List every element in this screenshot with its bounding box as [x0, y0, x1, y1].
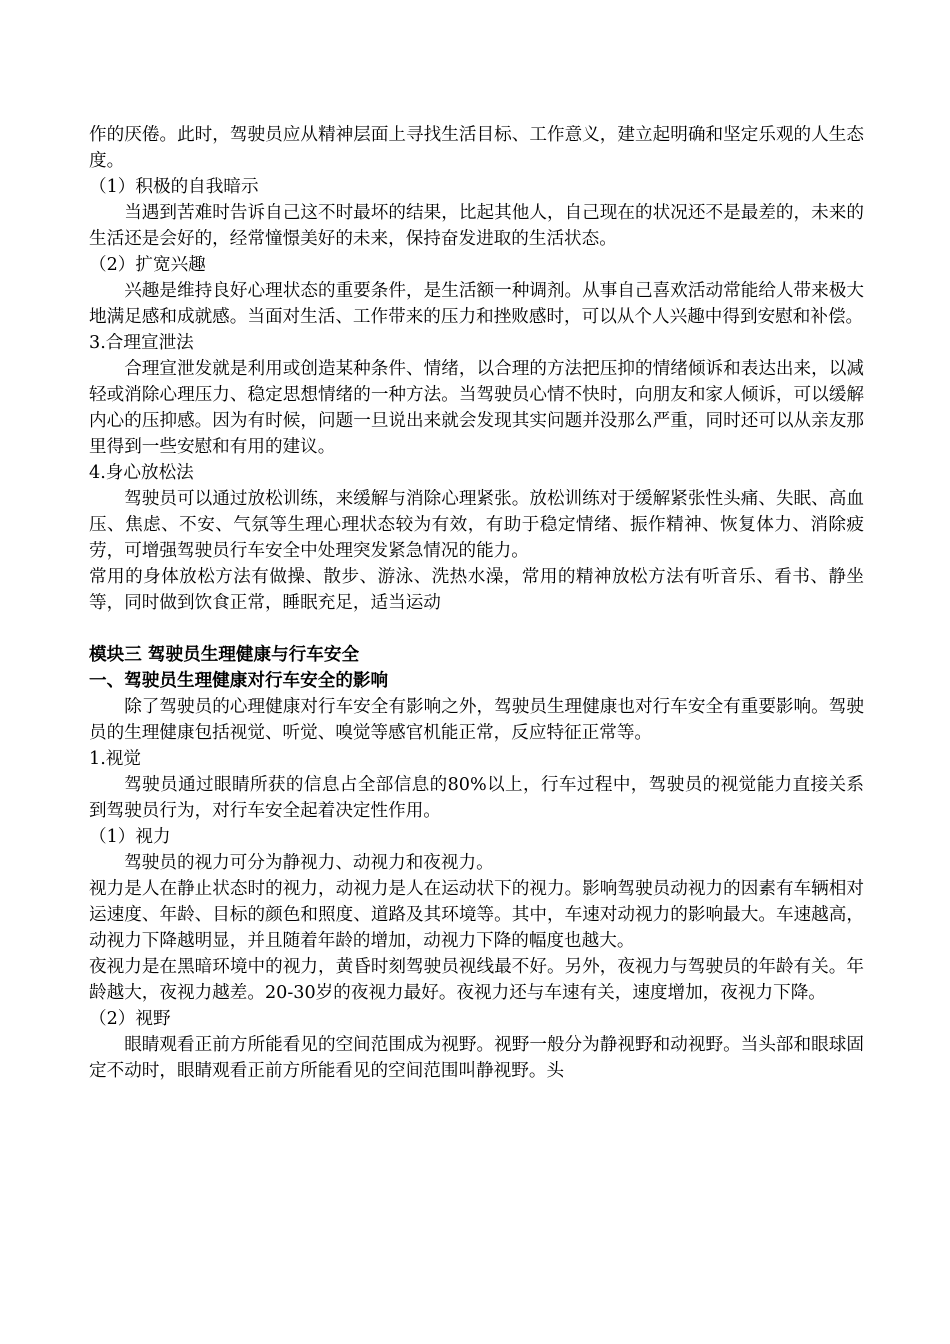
paragraph-field-of-view: 眼睛观看正前方所能看见的空间范围成为视野。视野一般分为静视野和动视野。当头部和眼球固定不动时，眼睛观看正前方所能看见的空间范围叫静视野。头	[89, 1035, 864, 1081]
section-gap	[89, 616, 864, 642]
paragraph-vision: 驾驶员通过眼睛所获的信息占全部信息的80%以上，行车过程中，驾驶员的视觉能力直接关系到驾驶员行为，对行车安全起着决定性作用。	[89, 775, 864, 821]
module-heading: 模块三 驾驶员生理健康与行车安全	[89, 645, 360, 665]
paragraph-self-suggestion: 当遇到苦难时告诉自己这不时最坏的结果，比起其他人，自己现在的状况还不是最差的，未来的生活还是会好的，经常憧憬美好的未来，保持奋发进取的生活状态。	[89, 203, 864, 249]
paragraph-venting: 合理宣泄发就是利用或创造某种条件、情绪，以合理的方法把压抑的情绪倾诉和表达出来，以减轻或消除心理压力、稳定思想情绪的一种方法。当驾驶员心情不快时，向朋友和家人倾诉，可以缓解内心的压抑感。因为有时候，问题一旦说出来就会发现其实问题并没那么严重，同时还可以从亲友那里得到一些安慰和有用的建议。	[89, 359, 864, 457]
paragraph-dynamic-vision: 视力是人在静止状态时的视力，动视力是人在运动状下的视力。影响驾驶员动视力的因素有车辆相对运速度、年龄、目标的颜色和照度、道路及其环境等。其中，车速对动视力的影响最大。车速越高，动视力下降越明显，并且随着年龄的增加，动视力下降的幅度也越大。	[89, 879, 864, 951]
paragraph-physical-health: 除了驾驶员的心理健康对行车安全有影响之外，驾驶员生理健康也对行车安全有重要影响。驾驶员的生理健康包括视觉、听觉、嗅觉等感官机能正常，反应特征正常等。	[89, 697, 864, 743]
paragraph-intro: 作的厌倦。此时，驾驶员应从精神层面上寻找生活目标、工作意义，建立起明确和坚定乐观的人生态度。	[89, 125, 864, 171]
subheading-vision: 1.视觉	[89, 749, 141, 769]
paragraph-interests: 兴趣是维持良好心理状态的重要条件，是生活额一种调剂。从事自己喜欢活动常能给人带来极大地满足感和成就感。当面对生活、工作带来的压力和挫败感时，可以从个人兴趣中得到安慰和补偿。	[89, 281, 864, 327]
paragraph-relaxation-methods: 常用的身体放松方法有做操、散步、游泳、洗热水澡，常用的精神放松方法有听音乐、看书、静坐等，同时做到饮食正常，睡眠充足，适当运动	[89, 567, 864, 613]
subheading-relaxation: 4.身心放松法	[89, 463, 194, 483]
subheading-self-suggestion: （1）积极的自我暗示	[89, 177, 259, 197]
section-heading: 一、驾驶员生理健康对行车安全的影响	[89, 671, 389, 691]
paragraph-night-vision: 夜视力是在黑暗环境中的视力，黄昏时刻驾驶员视线最不好。另外，夜视力与驾驶员的年龄有关。年龄越大，夜视力越差。20-30岁的夜视力最好。夜视力还与车速有关，速度增加，夜视力下降。	[89, 957, 864, 1003]
subheading-eyesight: （1）视力	[89, 827, 171, 847]
subheading-interests: （2）扩宽兴趣	[89, 255, 206, 275]
paragraph-eyesight-types: 驾驶员的视力可分为静视力、动视力和夜视力。	[124, 853, 494, 873]
subheading-field-of-view: （2）视野	[89, 1009, 171, 1029]
paragraph-relaxation: 驾驶员可以通过放松训练，来缓解与消除心理紧张。放松训练对于缓解紧张性头痛、失眠、高血压、焦虑、不安、气氛等生理心理状态较为有效，有助于稳定情绪、振作精神、恢复体力、消除疲劳，可增强驾驶员行车安全中处理突发紧急情况的能力。	[89, 489, 864, 561]
subheading-venting: 3.合理宣泄法	[89, 333, 194, 353]
